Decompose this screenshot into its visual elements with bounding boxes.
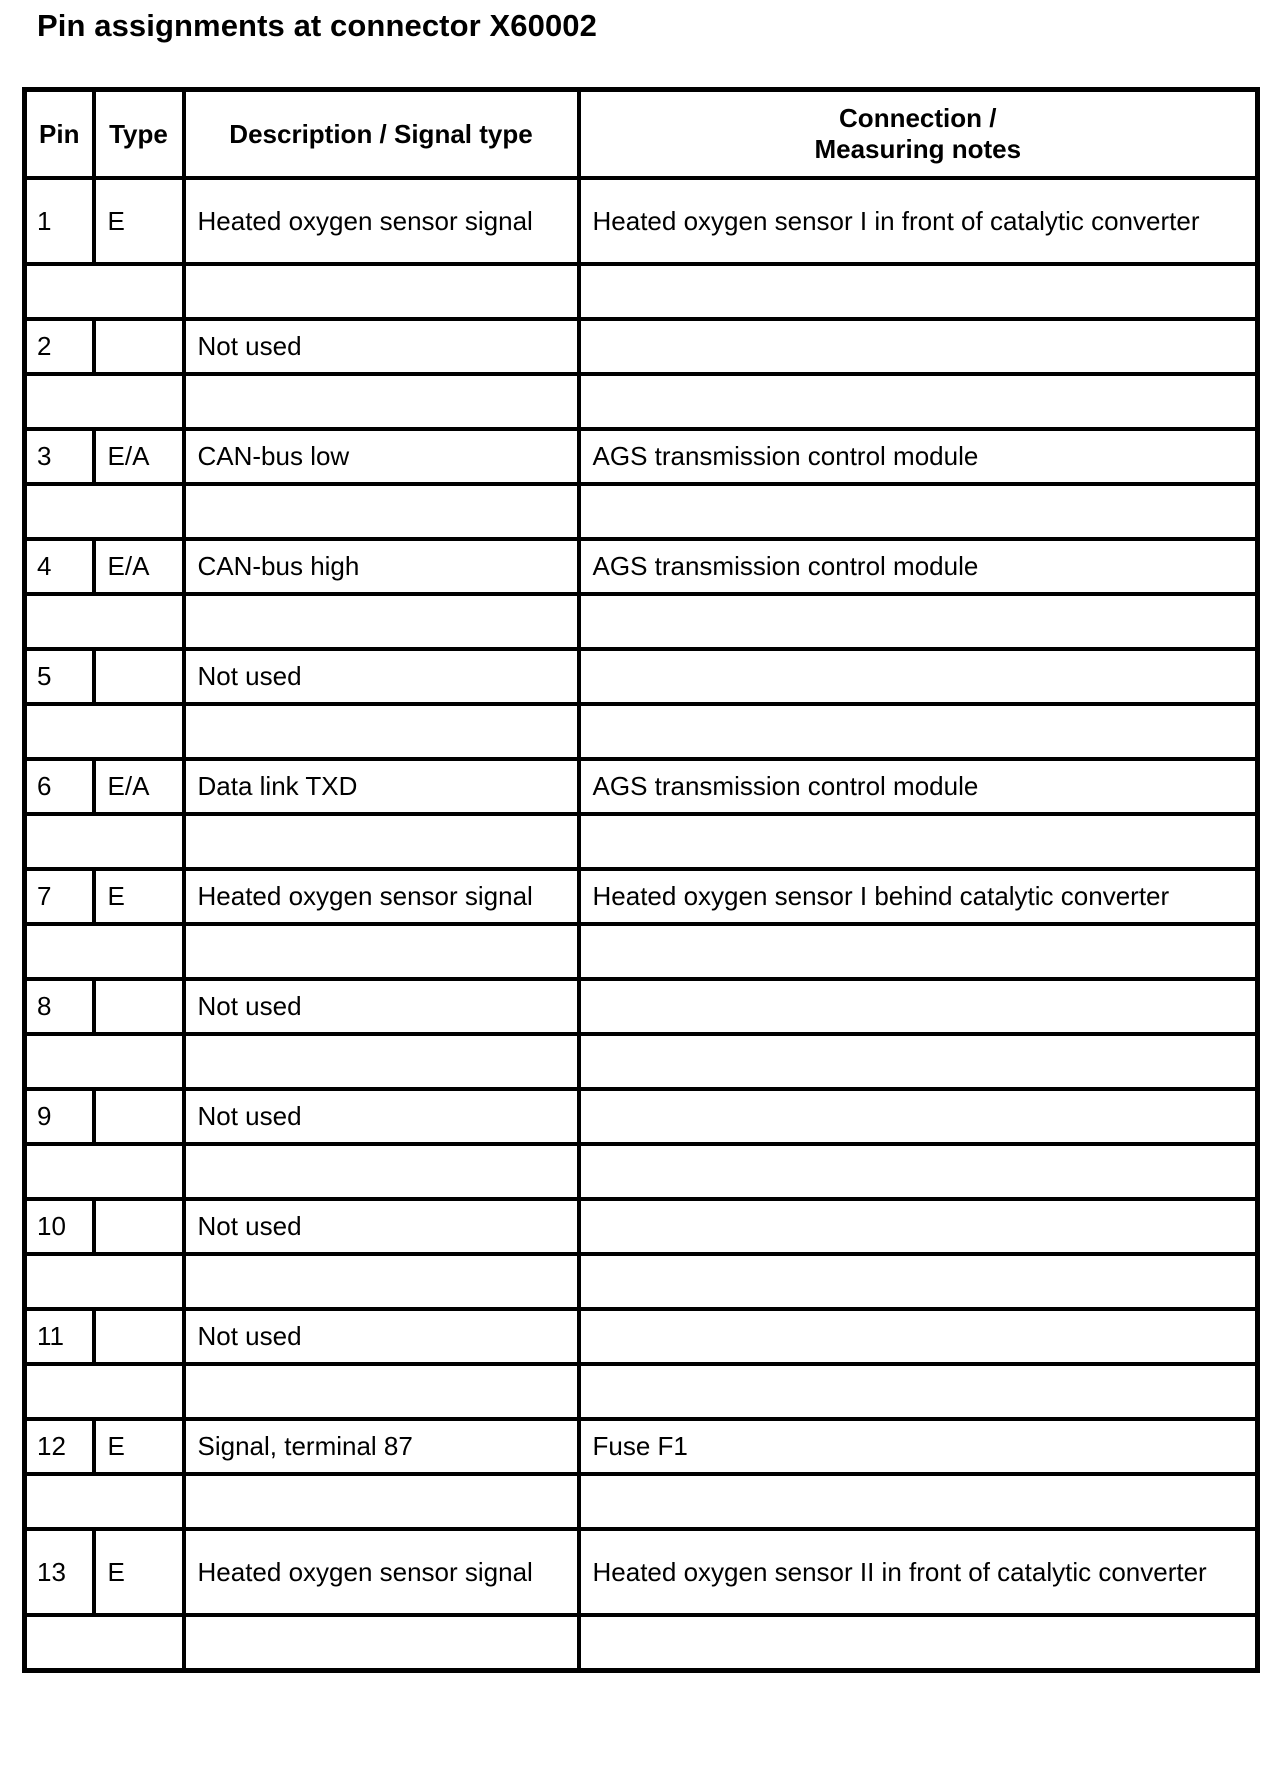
- description-cell: CAN-bus high: [184, 539, 579, 594]
- header-description: Description / Signal type: [184, 90, 579, 179]
- table-row: [25, 1419, 1258, 1474]
- table-row: [25, 1199, 1258, 1254]
- connection-cell: [579, 1309, 1258, 1364]
- description-cell: Not used: [184, 979, 579, 1034]
- description-cell: Not used: [184, 649, 579, 704]
- table-row: [25, 869, 1258, 924]
- spacer-row: [25, 1254, 1258, 1309]
- pin-cell: 8: [25, 979, 94, 1034]
- type-cell: [94, 1199, 184, 1254]
- connection-cell: AGS transmission control module: [579, 759, 1258, 814]
- connection-cell: AGS transmission control module: [579, 539, 1258, 594]
- connection-cell: Heated oxygen sensor I in front of catalytic converter: [579, 178, 1258, 264]
- spacer-row: [25, 374, 1258, 429]
- header-pin: Pin: [25, 90, 94, 179]
- spacer-row: [25, 1615, 1258, 1671]
- pin-cell: 1: [25, 178, 94, 264]
- table-header-row: [25, 90, 1258, 179]
- spacer-row: [25, 264, 1258, 319]
- description-cell: Heated oxygen sensor signal: [184, 869, 579, 924]
- spacer-row: [25, 924, 1258, 979]
- description-cell: Data link TXD: [184, 759, 579, 814]
- table-row: [25, 319, 1258, 374]
- spacer-row: [25, 704, 1258, 759]
- description-cell: Not used: [184, 319, 579, 374]
- type-cell: [94, 1089, 184, 1144]
- connection-cell: AGS transmission control module: [579, 429, 1258, 484]
- page-title: Pin assignments at connector X60002: [37, 8, 597, 43]
- description-cell: Signal, terminal 87: [184, 1419, 579, 1474]
- description-cell: Heated oxygen sensor signal: [184, 178, 579, 264]
- pin-cell: 6: [25, 759, 94, 814]
- connection-cell: Heated oxygen sensor I behind catalytic converter: [579, 869, 1258, 924]
- spacer-row: [25, 594, 1258, 649]
- spacer-row: [25, 1034, 1258, 1089]
- spacer-row: [25, 814, 1258, 869]
- type-cell: [94, 1309, 184, 1364]
- pin-assignment-table: [22, 87, 1260, 1673]
- table-row: [25, 178, 1258, 264]
- type-cell: E/A: [94, 759, 184, 814]
- type-cell: E: [94, 869, 184, 924]
- pin-cell: 13: [25, 1529, 94, 1615]
- type-cell: [94, 979, 184, 1034]
- table-row: [25, 1089, 1258, 1144]
- type-cell: E/A: [94, 539, 184, 594]
- description-cell: Not used: [184, 1199, 579, 1254]
- pin-cell: 2: [25, 319, 94, 374]
- spacer-row: [25, 484, 1258, 539]
- spacer-row: [25, 1144, 1258, 1199]
- type-cell: [94, 649, 184, 704]
- connection-cell: Fuse F1: [579, 1419, 1258, 1474]
- type-cell: E/A: [94, 429, 184, 484]
- pin-cell: 7: [25, 869, 94, 924]
- type-cell: E: [94, 1529, 184, 1615]
- table-row: [25, 429, 1258, 484]
- connection-cell: Heated oxygen sensor II in front of catalytic converter: [579, 1529, 1258, 1615]
- pin-cell: 5: [25, 649, 94, 704]
- description-cell: Heated oxygen sensor signal: [184, 1529, 579, 1615]
- header-type: Type: [94, 90, 184, 179]
- connection-cell: [579, 1089, 1258, 1144]
- description-cell: CAN-bus low: [184, 429, 579, 484]
- header-connection-line2: Measuring notes: [814, 134, 1022, 164]
- type-cell: [94, 319, 184, 374]
- header-connection: [579, 90, 1258, 179]
- table-row: [25, 1309, 1258, 1364]
- spacer-row: [25, 1474, 1258, 1529]
- description-cell: Not used: [184, 1089, 579, 1144]
- type-cell: E: [94, 1419, 184, 1474]
- type-cell: E: [94, 178, 184, 264]
- pin-cell: 9: [25, 1089, 94, 1144]
- pin-cell: 4: [25, 539, 94, 594]
- pin-cell: 11: [25, 1309, 94, 1364]
- connection-cell: [579, 979, 1258, 1034]
- table-row: [25, 1529, 1258, 1615]
- header-connection-line1: Connection /: [839, 103, 997, 133]
- table-row: [25, 539, 1258, 594]
- table-row: [25, 649, 1258, 704]
- pin-cell: 12: [25, 1419, 94, 1474]
- connection-cell: [579, 1199, 1258, 1254]
- connection-cell: [579, 319, 1258, 374]
- spacer-row: [25, 1364, 1258, 1419]
- table-row: [25, 759, 1258, 814]
- connection-cell: [579, 649, 1258, 704]
- table-row: [25, 979, 1258, 1034]
- pin-cell: 10: [25, 1199, 94, 1254]
- description-cell: Not used: [184, 1309, 579, 1364]
- pin-cell: 3: [25, 429, 94, 484]
